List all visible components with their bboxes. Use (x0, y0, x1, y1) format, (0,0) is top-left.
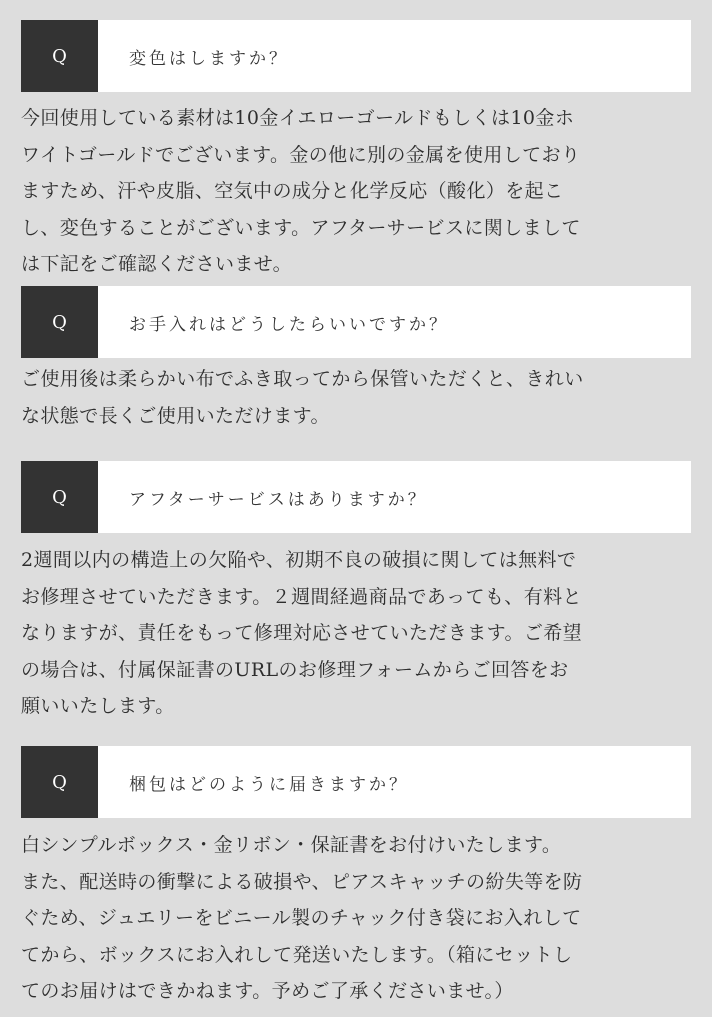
question-text: 変色はしますか？ (129, 48, 289, 69)
question-text: アフターサービスはありますか？ (129, 489, 428, 510)
question-badge: Q (21, 286, 98, 358)
question-badge: Q (21, 746, 98, 818)
faq-question-row[interactable] (21, 20, 691, 92)
answer-text: ご使用後は柔らかい布でふき取ってから保管いただくと、きれい な状態で長くご使用いただけます。 (21, 368, 584, 427)
question-text: 梱包はどのように届きますか？ (129, 774, 409, 795)
answer-text: 2週間以内の構造上の欠陥や、初期不良の破損に関しては無料で お修理させていただきます。２週間経過商品であっても、有料と なりますが、責任をもって修理対応させていただきます。ご希望 の場合は、付属保証書のURLのお修理フォームからご回答をお 願いいたします。 (21, 549, 583, 717)
faq-question-row[interactable] (21, 286, 691, 358)
faq-question-row[interactable] (21, 461, 691, 533)
question-badge: Q (21, 20, 98, 92)
question-badge: Q (21, 461, 98, 533)
answer-text: 白シンプルボックス・金リボン・保証書をお付けいたします。 また、配送時の衝撃による破損や、ピアスキャッチの紛失等を防 ぐため、ジュエリーをビニール製のチャック付き袋にお入れして てから、ボックスにお入れして発送いたします。（箱にセットし てのお届けはできかねます。予めご了承くださいませ。） (21, 834, 583, 1002)
faq-question-row[interactable] (21, 746, 691, 818)
answer-text: 今回使用している素材は10金イエローゴールドもしくは10金ホ ワイトゴールドでございます。金の他に別の金属を使用しており ますため、汗や皮脂、空気中の成分と化学反応（酸化）を起こ し、変色することがございます。アフターサービスに関しまして は下記をご確認くださいませ。 (21, 107, 581, 275)
question-text: お手入れはどうしたらいいですか？ (129, 314, 449, 335)
